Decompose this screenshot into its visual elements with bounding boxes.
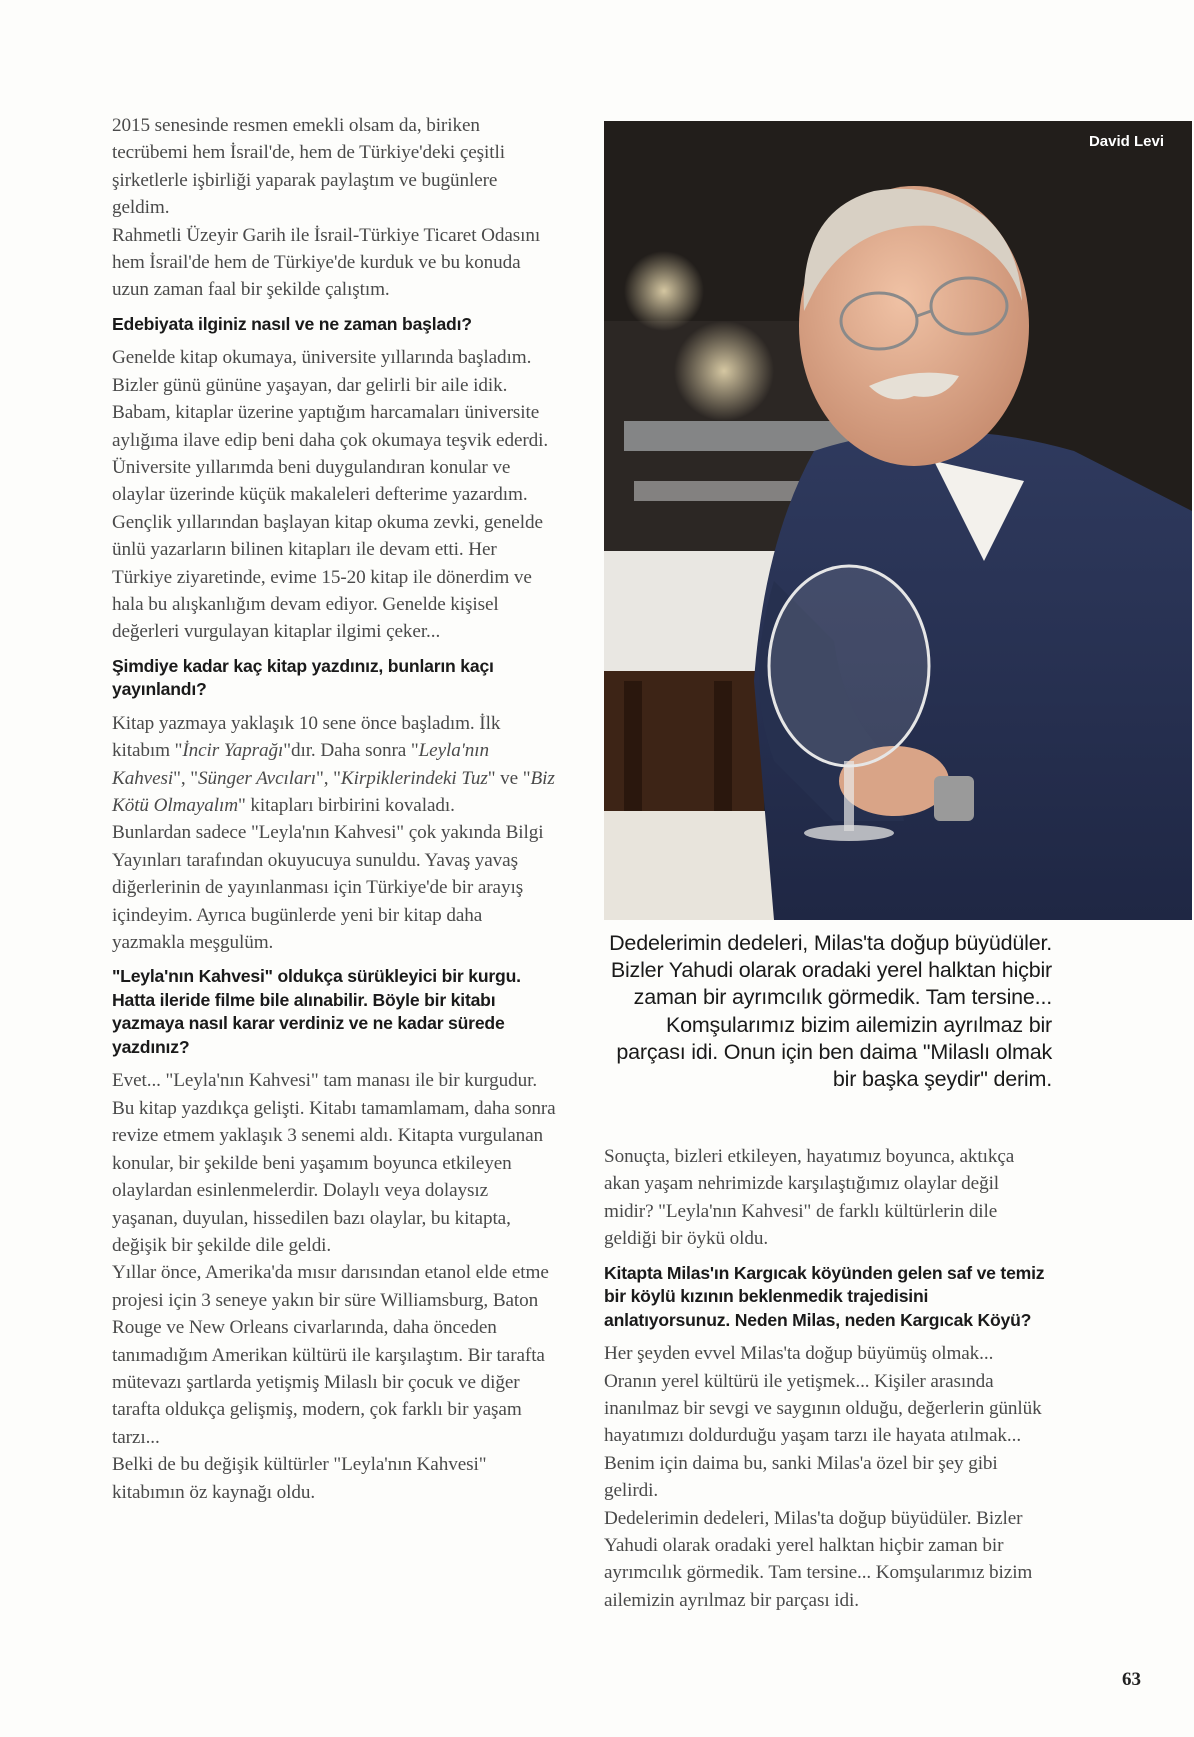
paragraph: 2015 senesinde resmen emekli olsam da, biriken tecrübemi hem İsrail'de, hem de Türkiye'deki çeşitli şirketlerle işbirliği yaparak paylaştım ve bugünlere geldim. xyxy=(112,115,505,219)
paragraph: Belki de bu değişik kültürler "Leyla'nın Kahvesi" kitabımın öz kaynağı oldu. xyxy=(112,1454,487,1503)
portrait-photo xyxy=(604,121,1192,920)
left-column xyxy=(112,112,557,1506)
paragraph: Yıllar önce, Amerika'da mısır darısından etanol elde etme projesi için 3 seneye yakın bir süre Williamsburg, Baton Rouge ve New Orleans civarlarında, daha önceden tanımadığım Amerikan kültürü ile karşılaştım. Bir tarafta mütevazı şartlarda yetişmiş Milaslı bir çocuk ve diğer tarafta oldukça gelişmiş, modern, çok farklı bir yaşam tarzı... xyxy=(112,1262,549,1448)
right-column xyxy=(604,1143,1049,1614)
book-title: İncir Yaprağı xyxy=(182,740,284,762)
book-title: Biz Kötü Olmayalım xyxy=(112,767,555,817)
paragraph: Bunlardan sadece "Leyla'nın Kahvesi" çok yakında Bilgi Yayınları tarafından okuyucuya sunuldu. Yavaş yavaş diğerlerinin de yayınlanması için Türkiye'de bir arayış içindeyim. Ayrıca bugünlerde yeni bir kitap daha yazmakla meşgulüm. xyxy=(112,822,544,954)
paragraph-book-list xyxy=(112,710,557,820)
paragraph: Dedelerimin dedeleri, Milas'ta doğup büyüdüler. Bizler Yahudi olarak oradaki yerel halktan hiçbir zaman bir ayrımcılık görmedik. Tam tersine... Komşularımız bizim ailemizin ayrılmaz bir parçası idi. xyxy=(604,1507,1033,1611)
paragraph: Her şeyden evvel Milas'ta doğup büyümüş olmak... Oranın yerel kültürü ile yetişmek... Kişiler arasında inanılmaz bir sevgi ve saygının olduğu, değerlerin günlük hayatımızı doldurduğu yaşam tarzı ile hayata atılmak... Benim için daima bu, sanki Milas'a özel bir şey gibi gelirdi. xyxy=(604,1343,1042,1502)
text-run: "dır. Daha sonra " xyxy=(283,740,419,762)
page-number: 63 xyxy=(1122,1669,1141,1690)
interview-question: "Leyla'nın Kahvesi" oldukça sürükleyici bir kurgu. Hatta ileride filme bile alınabilir. Böyle bir kitabı yazmaya nasıl karar verdiniz ve ne kadar sürede yazdınız? xyxy=(112,966,521,1057)
interview-question: Edebiyata ilginiz nasıl ve ne zaman başladı? xyxy=(112,313,472,334)
book-title: Leyla'nın Kahvesi xyxy=(112,740,489,789)
paragraph: Evet... "Leyla'nın Kahvesi" tam manası ile bir kurgudur. Bu kitap yazdıkça gelişti. Kitabı tamamlamam, daha sonra revize etmem yaklaşık 3 senemi aldı. Kitapta vurgulanan konular, bir şekilde beni yaşamım boyunca etkileyen olaylardan esinlenmelerdir. Dolaylı veya dolaysız yaşanan, duyulan, hissedilen bazı olaylar, bu kitapta, değişik bir şekilde dile geldi. xyxy=(112,1070,556,1256)
paragraph: Genelde kitap okumaya, üniversite yıllarında başladım. Bizler günü gününe yaşayan, dar gelirli bir aile idik. Babam, kitaplar üzerine yaptığım harcamaları üniversite aylığıma ilave edip beni daha çok okumaya teşvik ederdi. Üniversite yıllarımda beni duygulandıran konular ve olaylar üzerinde küçük makaleleri defterime yazardım. Gençlik yıllarından başlayan kitap okuma zevki, genelde ünlü yazarların bilinen kitapları ile devam etti. Her Türkiye ziyaretinde, evime 15-20 kitap ile dönerdim ve hala bu alışkanlığım devam ediyor. Genelde kişisel değerleri vurgulayan kitaplar ilgimi çeker... xyxy=(112,347,549,643)
book-title: Kirpiklerindeki Tuz xyxy=(340,767,488,789)
book-title: Sünger Avcıları xyxy=(197,767,317,789)
paragraph: Sonuçta, bizleri etkileyen, hayatımız boyunca, aktıkça akan yaşam nehrimizde karşılaştığımız olaylar değil midir? "Leyla'nın Kahvesi" de farklı kültürlerin dile geldiği bir öykü oldu. xyxy=(604,1146,1015,1250)
photo-credit: David Levi xyxy=(1088,133,1164,150)
text-run: " kitapları birbirini kovaladı. xyxy=(237,795,455,817)
paragraph: Rahmetli Üzeyir Garih ile İsrail-Türkiye Ticaret Odasını hem İsrail'de hem de Türkiye'de kurduk ve bu konuda uzun zaman faal bir şekilde çalıştım. xyxy=(112,224,541,301)
photo-caption: Dedelerimin dedeleri, Milas'ta doğup büyüdüler. Bizler Yahudi olarak oradaki yerel halktan hiçbir zaman bir ayrımcılık görmedik. Tam tersine... Komşularımız bizim ailemizin ayrılmaz bir parçası idi. Onun için ben daima "Milaslı olmak bir başka şeydir" derim. xyxy=(609,931,1052,1092)
interview-question: Kitapta Milas'ın Kargıcak köyünden gelen saf ve temiz bir köylü kızının beklenmedik trajedisini anlatıyorsunuz. Neden Milas, neden Kargıcak Köyü? xyxy=(604,1262,1045,1330)
portrait-illustration xyxy=(604,121,1192,920)
text-run: ", " xyxy=(173,767,198,789)
interview-question: Şimdiye kadar kaç kitap yazdınız, bunların kaçı yayınlandı? xyxy=(112,655,494,700)
text-run: Kitap yazmaya yaklaşık 10 sene önce başladım. İlk kitabım " xyxy=(112,712,501,762)
text-run: ", " xyxy=(316,767,341,789)
text-run: " ve " xyxy=(487,767,531,789)
